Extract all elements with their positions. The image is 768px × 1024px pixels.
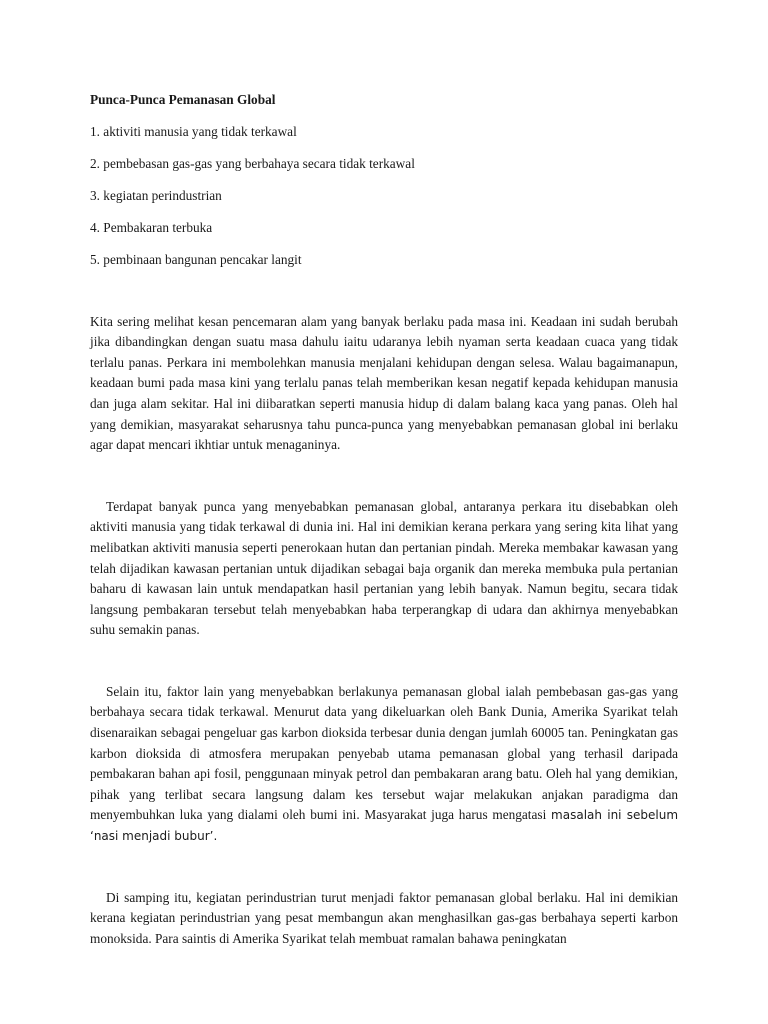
body-paragraph-2-tail: masalah ini sebelum ‘nasi menjadi bubur’. (90, 808, 679, 844)
intro-paragraph: Kita sering melihat kesan pencemaran alam yang banyak berlaku pada masa ini. Keadaan ini sudah berubah jika dibandingkan dengan suatu masa dahulu iaitu udaranya lebih nyaman serta keadaan cuaca yang tidak terlalu panas. Perkara ini membolehkan manusia menjalani kehidupan dengan selesa. Walau bagaimanapun, keadaan bumi pada masa kini yang terlalu panas telah memberikan kesan negatif kepada kehidupan manusia dan juga alam sekitar. Hal ini diibaratkan seperti manusia hidup di dalam balang kaca yang panas. Oleh hal yang demikian, masyarakat seharusnya tahu punca-punca yang menyebabkan pemanasan global ini berlaku agar dapat mencari ikhtiar untuk menaganinya. (90, 313, 678, 453)
document-title: Punca-Punca Pemanasan Global (90, 92, 276, 107)
list-item: 4. Pembakaran terbuka (90, 219, 213, 235)
body-paragraph-3: Di samping itu, kegiatan perindustrian turut menjadi faktor pemanasan global berlaku. Hal ini demikian kerana kegiatan perindustrian yang pesat membangun akan menghasilkan gas-gas berbahaya seperti karbon monoksida. Para saintis di Amerika Syarikat telah membuat ramalan bahawa peningkatan (90, 889, 678, 946)
list-item: 1. aktiviti manusia yang tidak terkawal (90, 123, 297, 139)
list-item: 3. kegiatan perindustrian (90, 187, 222, 203)
list-item: 2. pembebasan gas-gas yang berbahaya secara tidak terkawal (90, 155, 415, 171)
body-paragraph-1: Terdapat banyak punca yang menyebabkan pemanasan global, antaranya perkara itu disebabkan oleh aktiviti manusia yang tidak terkawal di dunia ini. Hal ini demikian kerana perkara yang sering kita lihat yang melibatkan aktiviti manusia seperti penerokaan hutan dan pertanian pindah. Mereka membakar kawasan yang telah dijadikan kawasan pertanian untuk dijadikan sebagai baja organik dan mereka membuka pula pertanian baharu di kawasan lain untuk mendapatkan hasil pertanian yang lebih banyak. Namun begitu, secara tidak langsung pembakaran tersebut telah menyebabkan haba terperangkap di udara dan akhirnya menyebabkan suhu semakin panas. (90, 498, 678, 638)
body-paragraph-2-main: Selain itu, faktor lain yang menyebabkan berlakunya pemanasan global ialah pembebasan gas-gas yang berbahaya secara tidak terkawal. Menurut data yang dikeluarkan oleh Bank Dunia, Amerika Syarikat telah disenaraikan sebagai pengeluar gas karbon dioksida terbesar dunia dengan jumlah 60005 tan. Peningkatan gas karbon dioksida di atmosfera merupakan penyebab utama pemanasan global yang terhasil daripada pembakaran bahan api fosil, penggunaan minyak petrol dan pembakaran arang batu. Oleh hal yang demikian, pihak yang terlibat secara langsung dalam kes tersebut wajar melakukan anjakan paradigma dan menyembuhkan luka yang dialami oleh bumi ini. Masyarakat juga harus mengatasi (90, 683, 678, 823)
body-paragraph-2 (90, 682, 678, 847)
document-page (90, 90, 678, 949)
causes-list (90, 122, 678, 271)
list-item: 5. pembinaan bangunan pencakar langit (90, 251, 302, 267)
